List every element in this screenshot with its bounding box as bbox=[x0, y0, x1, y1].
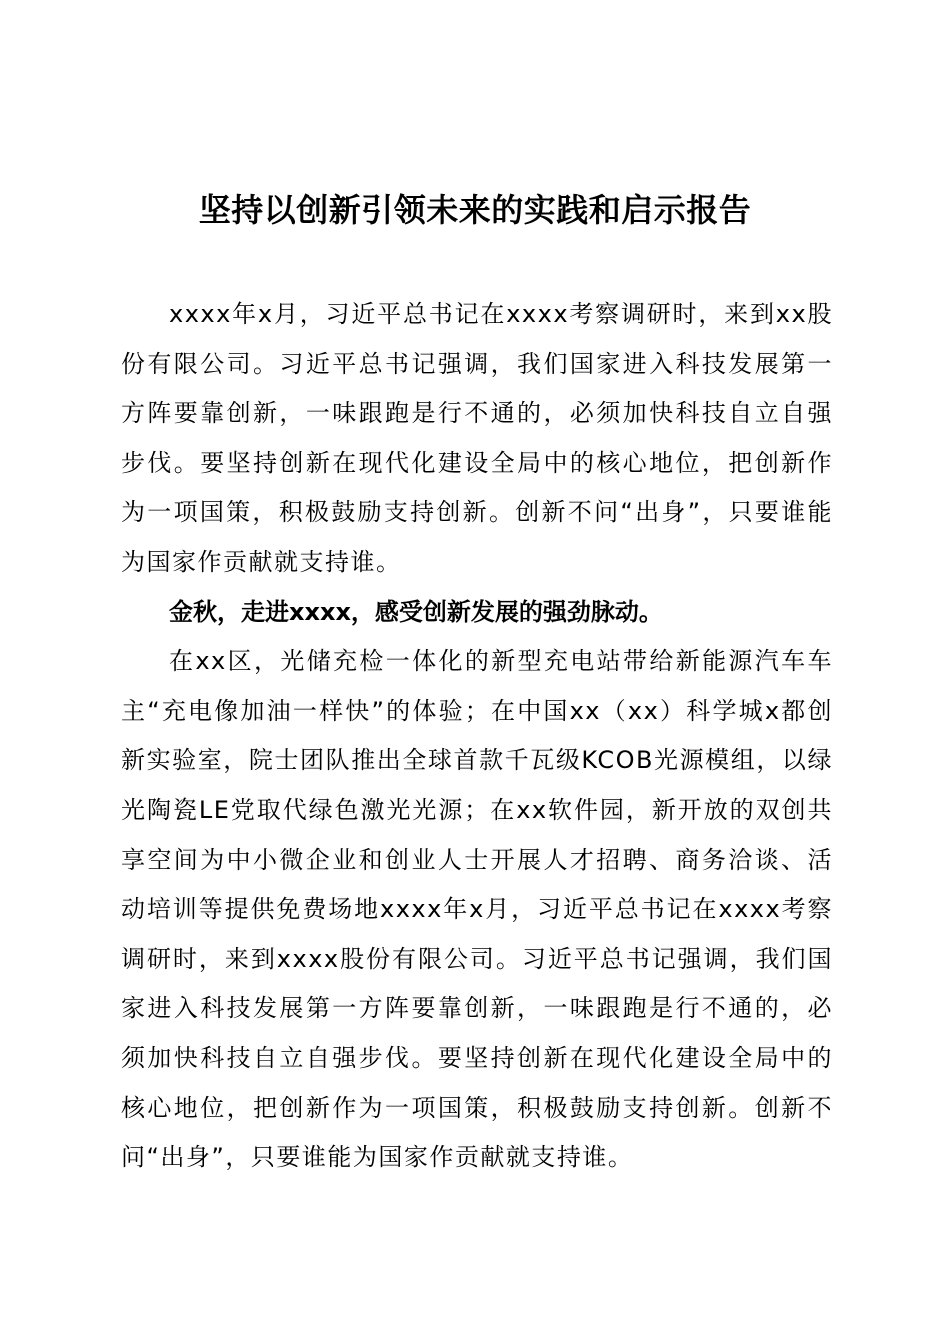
paragraph-details: 在xx区，光储充检一体化的新型充电站带给新能源汽车车主“充电像加油一样快”的体验；在中国xx（xx）科学城x都创新实验室，院士团队推出全球首款千瓦级KCOB光源模组，以绿光陶瓷LE党取代绿色激光光源；在xx软件园，新开放的双创共享空间为中小微企业和创业人士开展人才招聘、商务洽谈、活动培训等提供免费场地xxxx年x月，习近平总书记在xxxx考察调研时，来到xxxx股份有限公司。习近平总书记强调，我们国家进入科技发展第一方阵要靠创新，一味跟跑是行不通的，必须加快科技自立自强步伐。要坚持创新在现代化建设全局中的核心地位，把创新作为一项国策，积极鼓励支持创新。创新不问“出身”，只要谁能为国家作贡献就支持谁。 bbox=[121, 647, 833, 1172]
document-title: 坚持以创新引领未来的实践和启示报告 bbox=[198, 191, 752, 229]
paragraph-subheading: 金秋，走进xxxx，感受创新发展的强劲脉动。 bbox=[169, 597, 663, 626]
document-body bbox=[121, 290, 833, 1183]
paragraph-intro: xxxx年x月，习近平总书记在xxxx考察调研时，来到xx股份有限公司。习近平总书记强调，我们国家进入科技发展第一方阵要靠创新，一味跟跑是行不通的，必须加快科技自立自强步伐。要坚持创新在现代化建设全局中的核心地位，把创新作为一项国策，积极鼓励支持创新。创新不问“出身”，只要谁能为国家作贡献就支持谁。 bbox=[121, 300, 833, 576]
